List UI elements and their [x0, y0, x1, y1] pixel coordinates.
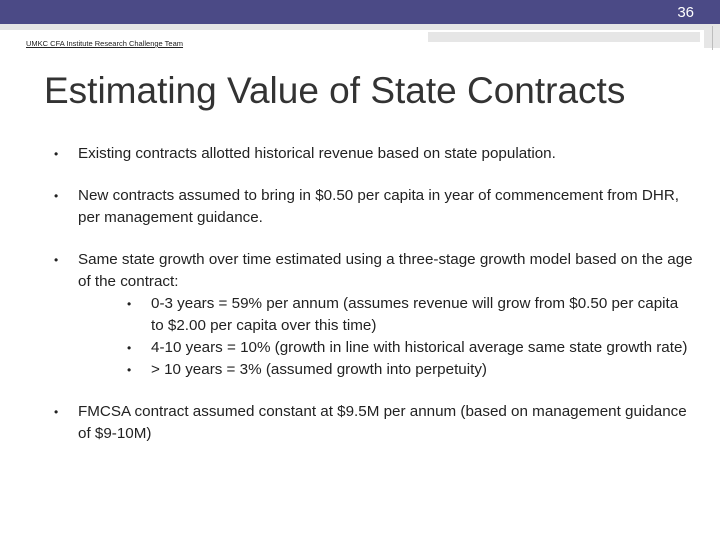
bullet-text: New contracts assumed to bring in $0.50 per capita in year of commencement from DHR, per management guidance. — [78, 187, 680, 226]
bullet-dot: • — [54, 405, 59, 419]
bullet-list — [54, 143, 694, 445]
bullet-item — [54, 249, 694, 293]
corner-tab-line — [712, 26, 713, 50]
header-rule-accent — [428, 32, 700, 42]
bullet-text: Same state growth over time estimated using a three-stage growth model based on the age of the contract: — [78, 251, 693, 290]
header-band — [0, 0, 720, 24]
bullet-dot: • — [54, 253, 59, 267]
bullet-item — [54, 143, 694, 165]
header-rule — [0, 24, 720, 30]
sub-bullet-item — [54, 337, 694, 359]
bullet-item — [54, 401, 694, 445]
sub-bullet-text: 4-10 years = 10% (growth in line with historical average same state growth rate) — [151, 339, 688, 356]
bullet-text: Existing contracts allotted historical revenue based on state population. — [78, 145, 556, 162]
sub-bullet-item — [54, 293, 694, 337]
bullet-text: FMCSA contract assumed constant at $9.5M per annum (based on management guidance of $9-10M) — [78, 403, 687, 442]
bullet-dot: • — [127, 297, 132, 311]
sub-bullet-text: 0-3 years = 59% per annum (assumes revenue will grow from $0.50 per capita to $2.00 per capita over this time) — [151, 295, 679, 334]
slide-number: 36 — [677, 4, 694, 21]
team-label: UMKC CFA Institute Research Challenge Team — [26, 39, 184, 48]
bullet-item — [54, 185, 694, 229]
page-title: Estimating Value of State Contracts — [44, 70, 626, 111]
bullet-dot: • — [127, 363, 132, 377]
bullet-dot: • — [127, 341, 132, 355]
sub-bullet-text: > 10 years = 3% (assumed growth into perpetuity) — [151, 361, 487, 378]
bullet-dot: • — [54, 147, 59, 161]
sub-bullet-item — [54, 359, 694, 381]
bullet-dot: • — [54, 189, 59, 203]
